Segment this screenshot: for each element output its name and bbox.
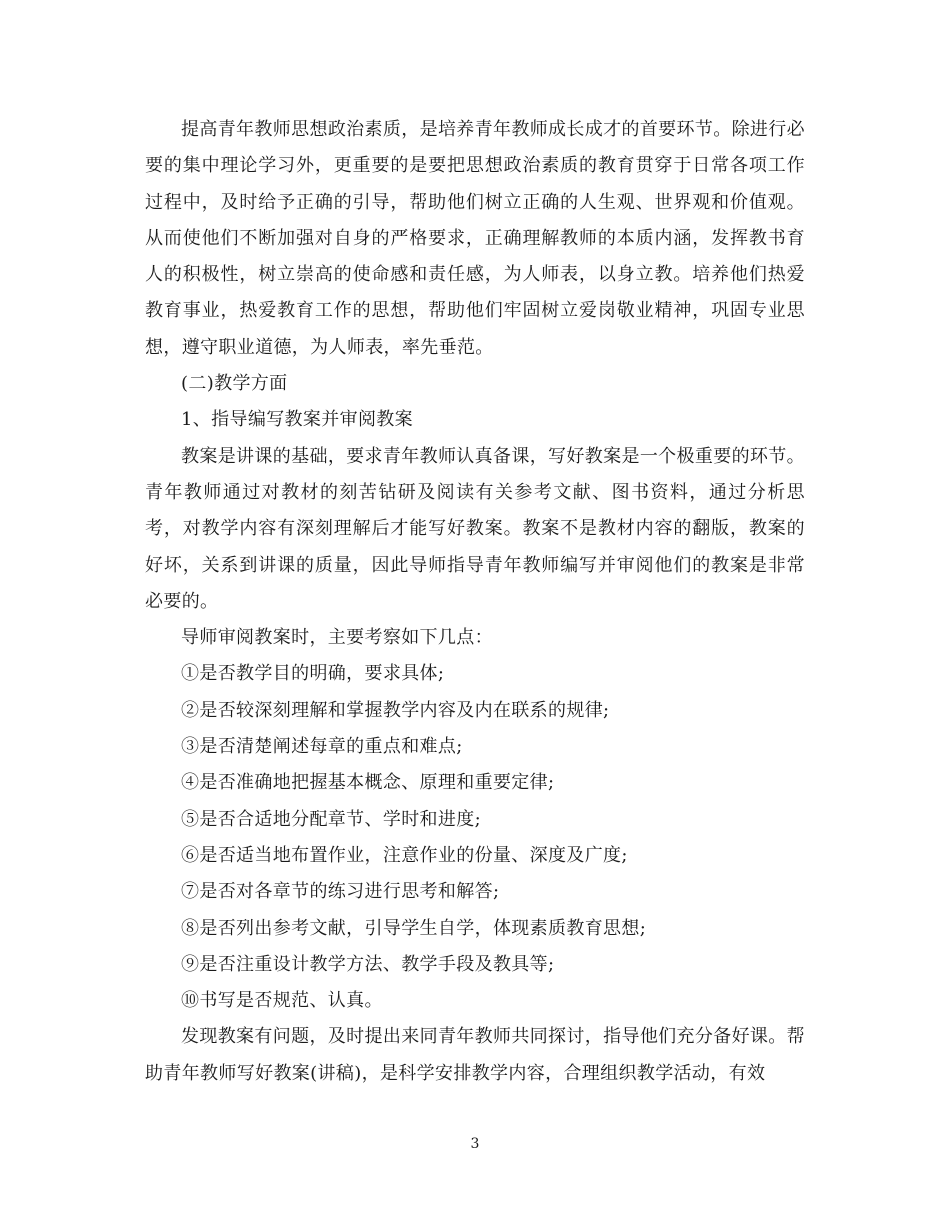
subsection-heading-lesson-plans: 1、指导编写教案并审阅教案 [181,409,414,431]
section-heading-teaching: (二)教学方面 [181,373,288,395]
document-body [145,112,805,1092]
list-item-criterion-5: ⑤是否合适地分配章节、学时和进度; [181,808,482,830]
list-item-criterion-8: ⑧是否列出参考文献，引导学生自学，体现素质教育思想; [181,917,647,939]
list-item-criterion-3: ③是否清楚阐述每章的重点和难点; [181,736,463,758]
paragraph-review-criteria-intro: 导师审阅教案时，主要考察如下几点： [181,627,493,649]
list-item-criterion-4: ④是否准确地把握基本概念、原理和重要定律; [181,772,555,794]
page-number: 3 [470,1136,480,1152]
list-item-criterion-9: ⑨是否注重设计教学方法、教学手段及教具等; [181,953,555,975]
paragraph-problem-discussion: 发现教案有问题，及时提出来同青年教师共同探讨，指导他们充分备好课。帮助青年教师写好教案(讲稿)，是科学安排教学内容，合理组织教学活动，有效 [145,1026,805,1084]
list-item-criterion-7: ⑦是否对各章节的练习进行思考和解答; [181,881,500,903]
list-item-criterion-1: ①是否教学目的明确，要求具体; [181,663,445,685]
list-item-criterion-10: ⑩书写是否规范、认真。 [181,990,383,1012]
paragraph-political-quality: 提高青年教师思想政治素质，是培养青年教师成长成才的首要环节。除进行必要的集中理论学习外，更重要的是要把思想政治素质的教育贯穿于日常各项工作过程中，及时给予正确的引导，帮助他们树立正确的人生观、世界观和价值观。从而使他们不断加强对自身的严格要求，正确理解教师的本质内涵，发挥教书育人的积极性，树立崇高的使命感和责任感，为人师表，以身立教。培养他们热爱教育事业，热爱教育工作的思想，帮助他们牢固树立爱岗敬业精神，巩固专业思想，遵守职业道德，为人师表，率先垂范。 [145,119,805,358]
list-item-criterion-2: ②是否较深刻理解和掌握教学内容及内在联系的规律; [181,699,610,721]
paragraph-lesson-plan-basis: 教案是讲课的基础，要求青年教师认真备课，写好教案是一个极重要的环节。青年教师通过对教材的刻苦钻研及阅读有关参考文献、图书资料，通过分析思考，对教学内容有深刻理解后才能写好教案。教案不是教材内容的翻版，教案的好坏，关系到讲课的质量，因此导师指导青年教师编写并审阅他们的教案是非常必要的。 [145,445,805,612]
list-item-criterion-6: ⑥是否适当地布置作业，注意作业的份量、深度及广度; [181,844,628,866]
